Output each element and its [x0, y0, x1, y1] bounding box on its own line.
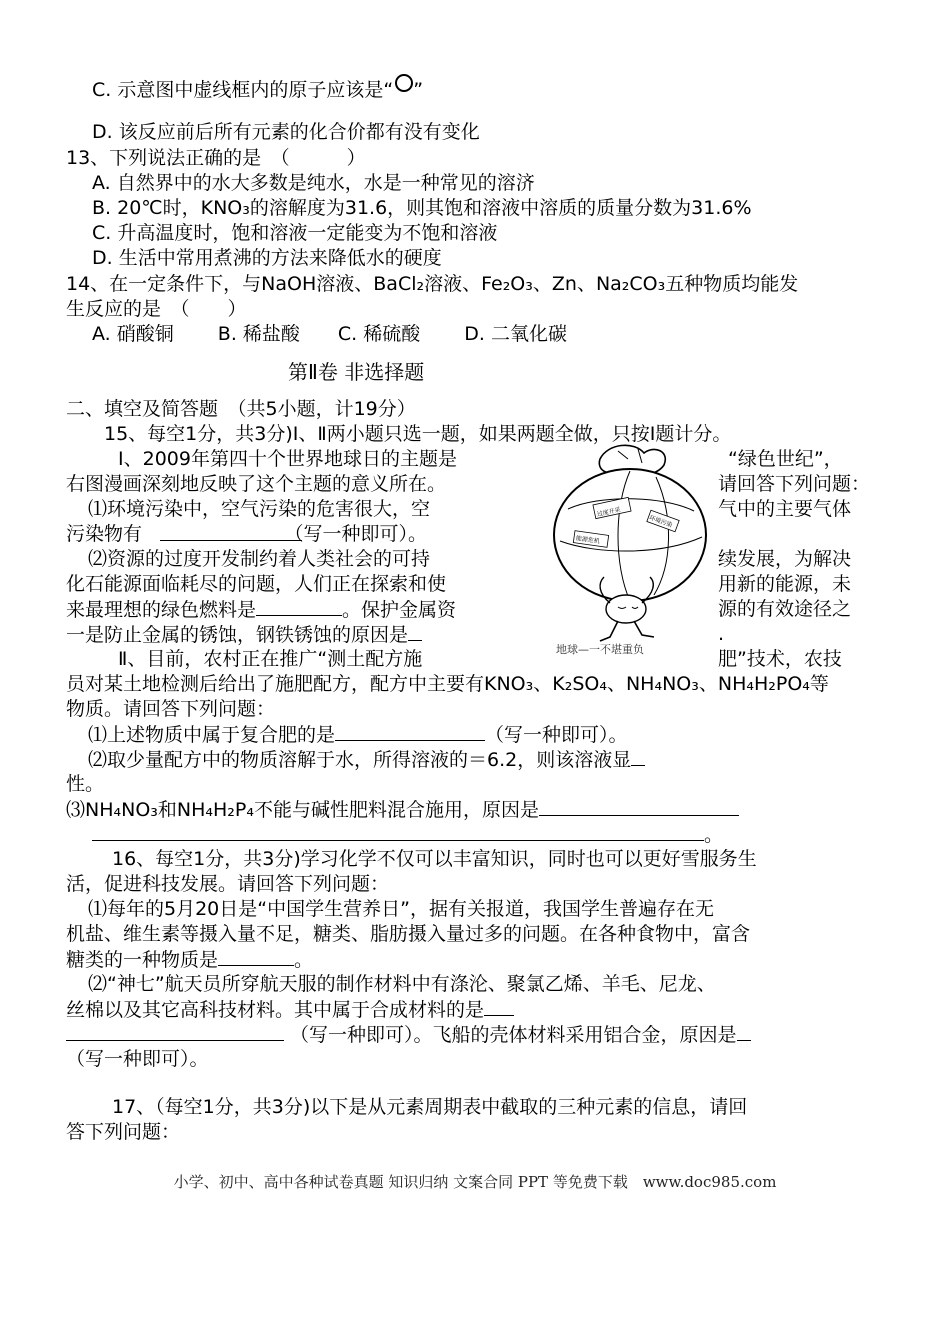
q16-blank-synthetic[interactable]	[484, 997, 514, 1016]
q15-line6b: 续发展，为解决	[718, 548, 852, 570]
q16-line9: （写一种即可）。	[66, 1048, 209, 1070]
q13-stem: 13、下列说法正确的是 （ ）	[66, 147, 366, 169]
q15-line8a	[66, 597, 456, 622]
q15-blank-compound-fertilizer[interactable]	[335, 722, 485, 741]
q15-blank-reason-cont[interactable]	[92, 822, 704, 841]
q15-line16	[66, 797, 739, 822]
q15-line9a-text: 一是防止金属的锈蚀，钢铁锈蚀的原因是	[66, 624, 409, 646]
q15-line4b: 气中的主要气体	[718, 498, 852, 520]
q15-line12: 物质。请回答下列问题：	[66, 698, 276, 720]
label-3: 能源危机	[575, 534, 601, 546]
q16-line8-text: （写一种即可）。飞船的壳体材料采用铝合金，原因是	[290, 1024, 737, 1046]
q13-option-a: A. 自然界中的水大多数是纯水，水是一种常见的溶济	[92, 172, 535, 194]
q15-blank-rust[interactable]	[408, 622, 422, 641]
q16-line6: ⑵“神七”航天员所穿航天服的制作材料中有涤沦、聚氯乙烯、羊毛、尼龙、	[88, 973, 716, 995]
q15-blank-pollutant[interactable]	[160, 522, 302, 541]
q13-option-c: C. 升高温度时，饱和溶液一定能变为不饱和溶液	[92, 222, 498, 244]
q16-blank-sugar[interactable]	[218, 947, 294, 966]
q15-line13b-text: （写一种即可）。	[485, 724, 628, 746]
q15-blank-reason[interactable]	[539, 797, 739, 816]
q15-line5: 污染物有 （写一种即可）。	[66, 523, 428, 545]
q13-option-d: D. 生活中常用煮沸的方法来降低水的硬度	[92, 247, 442, 269]
earth-burden-cartoon-svg	[538, 437, 718, 659]
q15-line3a: 右图漫画深刻地反映了这个主题的意义所在。	[66, 473, 447, 495]
q15-blank-fuel[interactable]	[256, 597, 342, 616]
q14-stem-line1: 14、在一定条件下，与NaOH溶液、BaCl₂溶液、Fe₂O₃、Zn、Na₂CO₃五种物质均能发	[66, 273, 799, 295]
q15-line14-text: ⑵取少量配方中的物质溶解于水，所得溶液的＝6.2，则该溶液显	[88, 749, 632, 771]
q16-line8	[66, 1022, 751, 1047]
q17-line2: 答下列问题：	[66, 1121, 181, 1143]
q15-line17	[92, 822, 723, 847]
q15-line10a: Ⅱ、目前，农村正在推广“测土配方施	[118, 648, 423, 670]
q15-line2a: Ⅰ、2009年第四十个世界地球日的主题是	[118, 448, 457, 470]
q15-line15: 性。	[66, 773, 105, 795]
q17-line1: 17、（每空1分，共3分)以下是从元素周期表中截取的三种元素的信息，请回	[112, 1096, 748, 1118]
label-2: 环境污染	[648, 514, 674, 530]
q14-stem-line2: 生反应的是 （ ）	[66, 298, 247, 320]
q16-line7	[66, 997, 514, 1022]
atom-circle-icon	[395, 74, 413, 92]
q12-option-c-end: ”	[413, 79, 424, 101]
q14-options: A. 硝酸铜 B. 稀盐酸 C. 稀硫酸 D. 二氧化碳	[92, 323, 567, 345]
q15-line7b: 用新的能源，未	[718, 573, 852, 595]
q16-line5	[66, 947, 313, 972]
q16-blank-synthetic-cont[interactable]	[66, 1022, 284, 1041]
q15-line14	[88, 747, 645, 772]
q15-line11: 员对某土地检测后给出了施肥配方，配方中主要有KNO₃、K₂SO₄、NH₄NO₃、NH₄H₂PO₄等	[66, 673, 829, 695]
q13-option-b: B. 20℃时，KNO₃的溶解度为31.6，则其饱和溶液中溶质的质量分数为31.6%	[92, 197, 752, 219]
q15-line9b: .	[718, 623, 725, 645]
q15-line3b: 请回答下列问题：	[718, 473, 871, 495]
q15-line9a	[66, 622, 422, 647]
q16-line7-text: 丝棉以及其它高科技材料。其中属于合成材料的是	[66, 999, 485, 1021]
q15-line17-text: 。	[704, 824, 724, 846]
q16-line4: 机盐、维生素等摄入量不足，糖类、脂肪摄入量过多的问题。在各种食物中，富含	[66, 923, 751, 945]
section2-title: 二、填空及简答题 （共5小题，计19分）	[66, 398, 416, 420]
q12-option-c-text: C. 示意图中虚线框内的原子应该是“	[92, 79, 394, 101]
earth-burden-cartoon	[538, 437, 718, 659]
page-footer: 小学、初中、高中各种试卷真题 知识归纳 文案合同 PPT 等免费下载 www.doc985.com	[173, 1173, 777, 1191]
q15-line8a2-text: 。保护金属资	[342, 599, 457, 621]
label-1: 过度开采	[596, 506, 622, 519]
q16-blank-aluminum[interactable]	[737, 1022, 751, 1041]
q16-line5-text: 糖类的一种物质是	[66, 949, 219, 971]
q16-line5b-text: 。	[294, 949, 314, 971]
q15-line13	[88, 722, 628, 747]
q15-line6a: ⑵资源的过度开发制约着人类社会的可持	[88, 548, 431, 570]
part2-title: 第Ⅱ卷 非选择题	[288, 360, 425, 384]
q16-line1: 16、每空1分，共3分)学习化学不仅可以丰富知识，同时也可以更好雪服务生	[112, 848, 757, 870]
cartoon-caption: 地球—一不堪重负	[556, 643, 644, 656]
q15-line1: 15、每空1分，共3分)Ⅰ、Ⅱ两小题只选一题，如果两题全做，只按Ⅰ题计分。	[104, 423, 732, 445]
q15-line8a-text: 来最理想的绿色燃料是	[66, 599, 257, 621]
q15-line2b: “绿色世纪”，	[728, 448, 843, 470]
q15-line16-text: ⑶NH₄NO₃和NH₄H₂P₄不能与碱性肥料混合施用，原因是	[66, 799, 539, 821]
q15-line8b: 源的有效途径之	[718, 598, 852, 620]
q12-option-c	[92, 74, 423, 102]
q15-blank-acidity[interactable]	[631, 747, 645, 766]
q15-line13-text: ⑴上述物质中属于复合肥的是	[88, 724, 336, 746]
q16-line3: ⑴每年的5月20日是“中国学生营养日”，据有关报道，我国学生普遍存在无	[88, 898, 714, 920]
q15-line7a: 化石能源面临耗尽的问题，人们正在探索和使	[66, 573, 447, 595]
q16-line2: 活，促进科技发展。请回答下列问题：	[66, 873, 390, 895]
q15-line4a: ⑴环境污染中，空气污染的危害很大，空	[88, 498, 431, 520]
q12-option-d: D. 该反应前后所有元素的化合价都有没有变化	[92, 121, 480, 143]
q15-line10b: 肥”技术，农技	[718, 648, 842, 670]
